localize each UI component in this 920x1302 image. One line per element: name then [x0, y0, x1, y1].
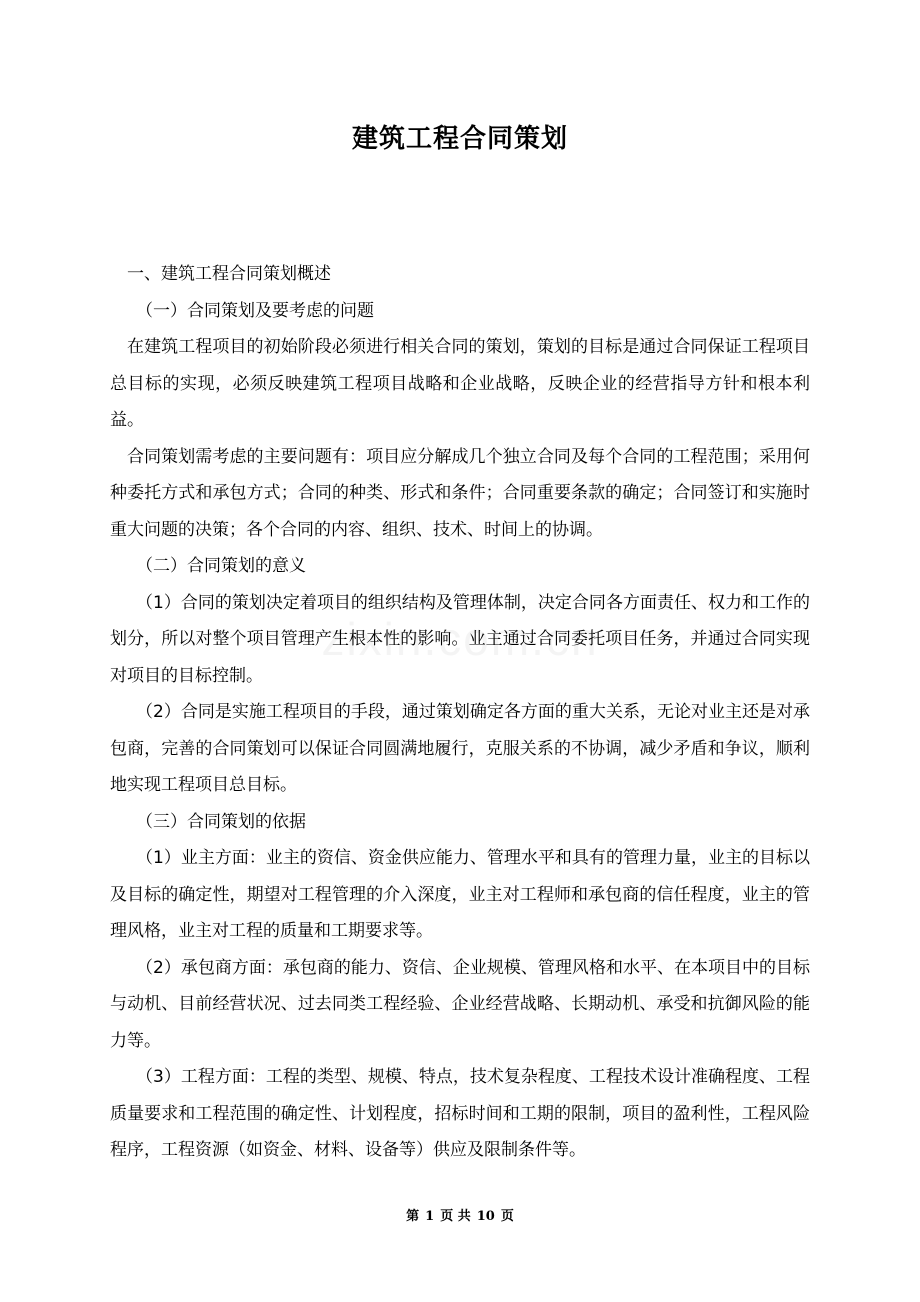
total-pages-number: 10 — [476, 1209, 495, 1224]
document-body — [110, 256, 810, 1169]
subsection-heading-1: （一）合同策划及要考虑的问题 — [136, 300, 374, 321]
footer-prefix: 第 — [406, 1209, 420, 1224]
footer-suffix: 页 — [500, 1209, 514, 1224]
body-paragraph: （2）合同是实施工程项目的手段，通过策划确定各方面的重大关系，无论对业主还是对承包商，完善的合同策划可以保证合同圆满地履行，克服关系的不协调，减少矛盾和争议，顺利地实现工程项目总目标。 — [110, 702, 810, 795]
document-title: 建筑工程合同策划 — [351, 124, 568, 154]
body-paragraph: （3）工程方面：工程的类型、规模、特点，技术复杂程度、工程技术设计准确程度、工程质量要求和工程范围的确定性、计划程度，招标时间和工期的限制，项目的盈利性，工程风险程序，工程资源（如资金、材料、设备等）供应及限制条件等。 — [110, 1067, 810, 1160]
subsection-heading-3: （三）合同策划的依据 — [136, 811, 306, 832]
body-paragraph: （1）合同的策划决定着项目的组织结构及管理体制，决定合同各方面责任、权力和工作的划分，所以对整个项目管理产生根本性的影响。业主通过合同委托项目任务，并通过合同实现对项目的目标控制。 — [110, 592, 810, 686]
subsection-heading-2: （二）合同策划的意义 — [136, 556, 306, 576]
footer-mid: 页 共 — [440, 1209, 471, 1224]
body-paragraph: （2）承包商方面：承包商的能力、资信、企业规模、管理风格和水平、在本项目中的目标与动机、目前经营状况、过去同类工程经验、企业经营战略、长期动机、承受和抗御风险的能力等。 — [110, 957, 810, 1051]
body-paragraph: 合同策划需考虑的主要问题有：项目应分解成几个独立合同及每个合同的工程范围；采用何种委托方式和承包方式；合同的种类、形式和条件；合同重要条款的确定；合同签订和实施时重大问题的决策；各个合同的内容、组织、技术、时间上的协调。 — [110, 446, 810, 540]
page-footer — [0, 1205, 920, 1224]
body-paragraph: 在建筑工程项目的初始阶段必须进行相关合同的策划，策划的目标是通过合同保证工程项目总目标的实现，必须反映建筑工程项目战略和企业战略，反映企业的经营指导方针和根本利益。 — [110, 337, 810, 430]
body-paragraph: （1）业主方面：业主的资信、资金供应能力、管理水平和具有的管理力量，业主的目标以及目标的确定性，期望对工程管理的介入深度，业主对工程师和承包商的信任程度，业主的管理风格，业主对工程的质量和工期要求等。 — [110, 848, 810, 941]
section-heading-1: 一、建筑工程合同策划概述 — [127, 264, 331, 284]
current-page-number: 1 — [425, 1209, 435, 1224]
